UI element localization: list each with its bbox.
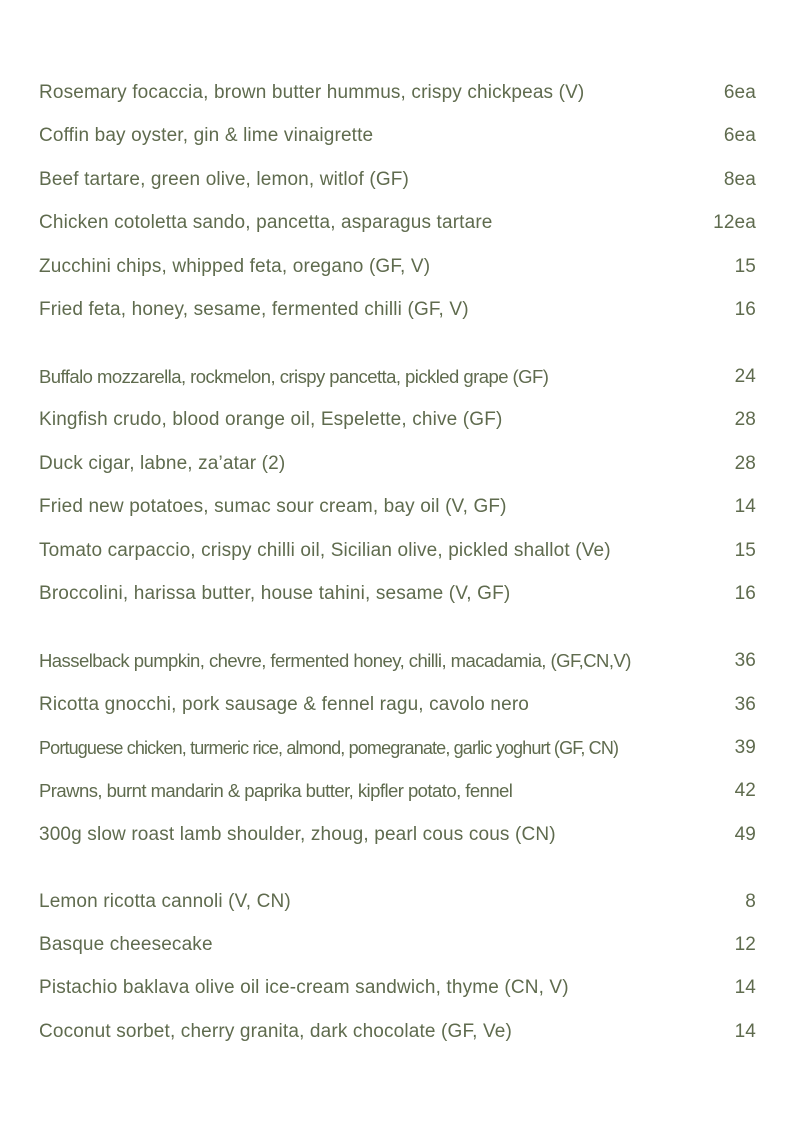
- menu-item-price: 28: [734, 409, 756, 430]
- menu-item-price: 14: [734, 496, 756, 517]
- menu-item-price: 8ea: [723, 169, 756, 190]
- menu-item-name: Ricotta gnocchi, pork sausage & fennel ragu, cavolo nero: [39, 694, 530, 715]
- menu-item-price: 49: [734, 824, 756, 845]
- menu-item-name: Kingfish crudo, blood orange oil, Espelette, chive (GF): [39, 409, 503, 430]
- menu-item: [39, 295, 756, 325]
- menu-item-price: 42: [734, 780, 756, 801]
- menu-item-price: 36: [734, 650, 756, 671]
- menu-item: [39, 165, 756, 195]
- menu-item-price: 6ea: [723, 82, 756, 103]
- menu-item-price: 16: [734, 583, 756, 604]
- menu-item: [39, 973, 756, 1003]
- menu-item-name: Coffin bay oyster, gin & lime vinaigrette: [39, 125, 374, 146]
- menu-item-price: 15: [734, 256, 756, 277]
- menu-item: [39, 492, 756, 522]
- menu-item-name: Tomato carpaccio, crispy chilli oil, Sicilian olive, pickled shallot (Ve): [39, 540, 611, 561]
- menu-item-price: 8: [745, 891, 756, 912]
- menu-item: [39, 449, 756, 479]
- menu-item-name: Fried new potatoes, sumac sour cream, bay oil (V, GF): [39, 496, 507, 517]
- menu-item: [39, 78, 756, 108]
- menu-item-name: 300g slow roast lamb shoulder, zhoug, pearl cous cous (CN): [39, 824, 556, 845]
- menu-item-name: Duck cigar, labne, za’atar (2): [39, 453, 286, 474]
- menu-item: [39, 887, 756, 917]
- menu-item-price: 15: [734, 540, 756, 561]
- menu-item: [39, 733, 756, 763]
- menu-item-price: 39: [734, 737, 756, 758]
- menu-item-price: 16: [734, 299, 756, 320]
- menu-item: [39, 776, 756, 806]
- menu-item-price: 12: [734, 934, 756, 955]
- menu-item-name: Beef tartare, green olive, lemon, witlof (GF): [39, 169, 410, 190]
- menu-item-price: 28: [734, 453, 756, 474]
- menu-item: [39, 536, 756, 566]
- menu-item: [39, 646, 756, 676]
- menu-item-name: Fried feta, honey, sesame, fermented chilli (GF, V): [39, 299, 469, 320]
- menu-item-price: 14: [734, 977, 756, 998]
- menu-item-name: Lemon ricotta cannoli (V, CN): [39, 891, 291, 912]
- menu-item-price: 12ea: [713, 212, 756, 233]
- menu-item-name: Hasselback pumpkin, chevre, fermented honey, chilli, macadamia, (GF,CN,V): [39, 650, 631, 671]
- menu-item: [39, 690, 756, 720]
- menu-item: [39, 252, 756, 282]
- menu-item-name: Chicken cotoletta sando, pancetta, asparagus tartare: [39, 212, 493, 233]
- menu-item: [39, 362, 756, 392]
- menu-item-name: Rosemary focaccia, brown butter hummus, crispy chickpeas (V): [39, 82, 585, 103]
- menu-item-name: Coconut sorbet, cherry granita, dark chocolate (GF, Ve): [39, 1021, 512, 1042]
- menu-item-name: Basque cheesecake: [39, 934, 213, 955]
- menu-item: [39, 579, 756, 609]
- menu-item-name: Buffalo mozzarella, rockmelon, crispy pancetta, pickled grape (GF): [39, 366, 549, 387]
- menu-item-name: Broccolini, harissa butter, house tahini, sesame (V, GF): [39, 583, 511, 604]
- menu-item-name: Prawns, burnt mandarin & paprika butter, kipfler potato, fennel: [39, 780, 513, 801]
- menu-item: [39, 1017, 756, 1047]
- menu-item-price: 6ea: [723, 125, 756, 146]
- menu-item-price: 36: [734, 694, 756, 715]
- menu-item-name: Portuguese chicken, turmeric rice, almond, pomegranate, garlic yoghurt (GF, CN): [39, 737, 619, 758]
- menu-item: [39, 208, 756, 238]
- menu-item: [39, 405, 756, 435]
- menu-item-price: 24: [734, 366, 756, 387]
- menu-item: [39, 930, 756, 960]
- menu-item-price: 14: [734, 1021, 756, 1042]
- menu-item-name: Pistachio baklava olive oil ice-cream sandwich, thyme (CN, V): [39, 977, 569, 998]
- menu-item: [39, 820, 756, 850]
- menu-item: [39, 121, 756, 151]
- menu-item-name: Zucchini chips, whipped feta, oregano (GF, V): [39, 256, 431, 277]
